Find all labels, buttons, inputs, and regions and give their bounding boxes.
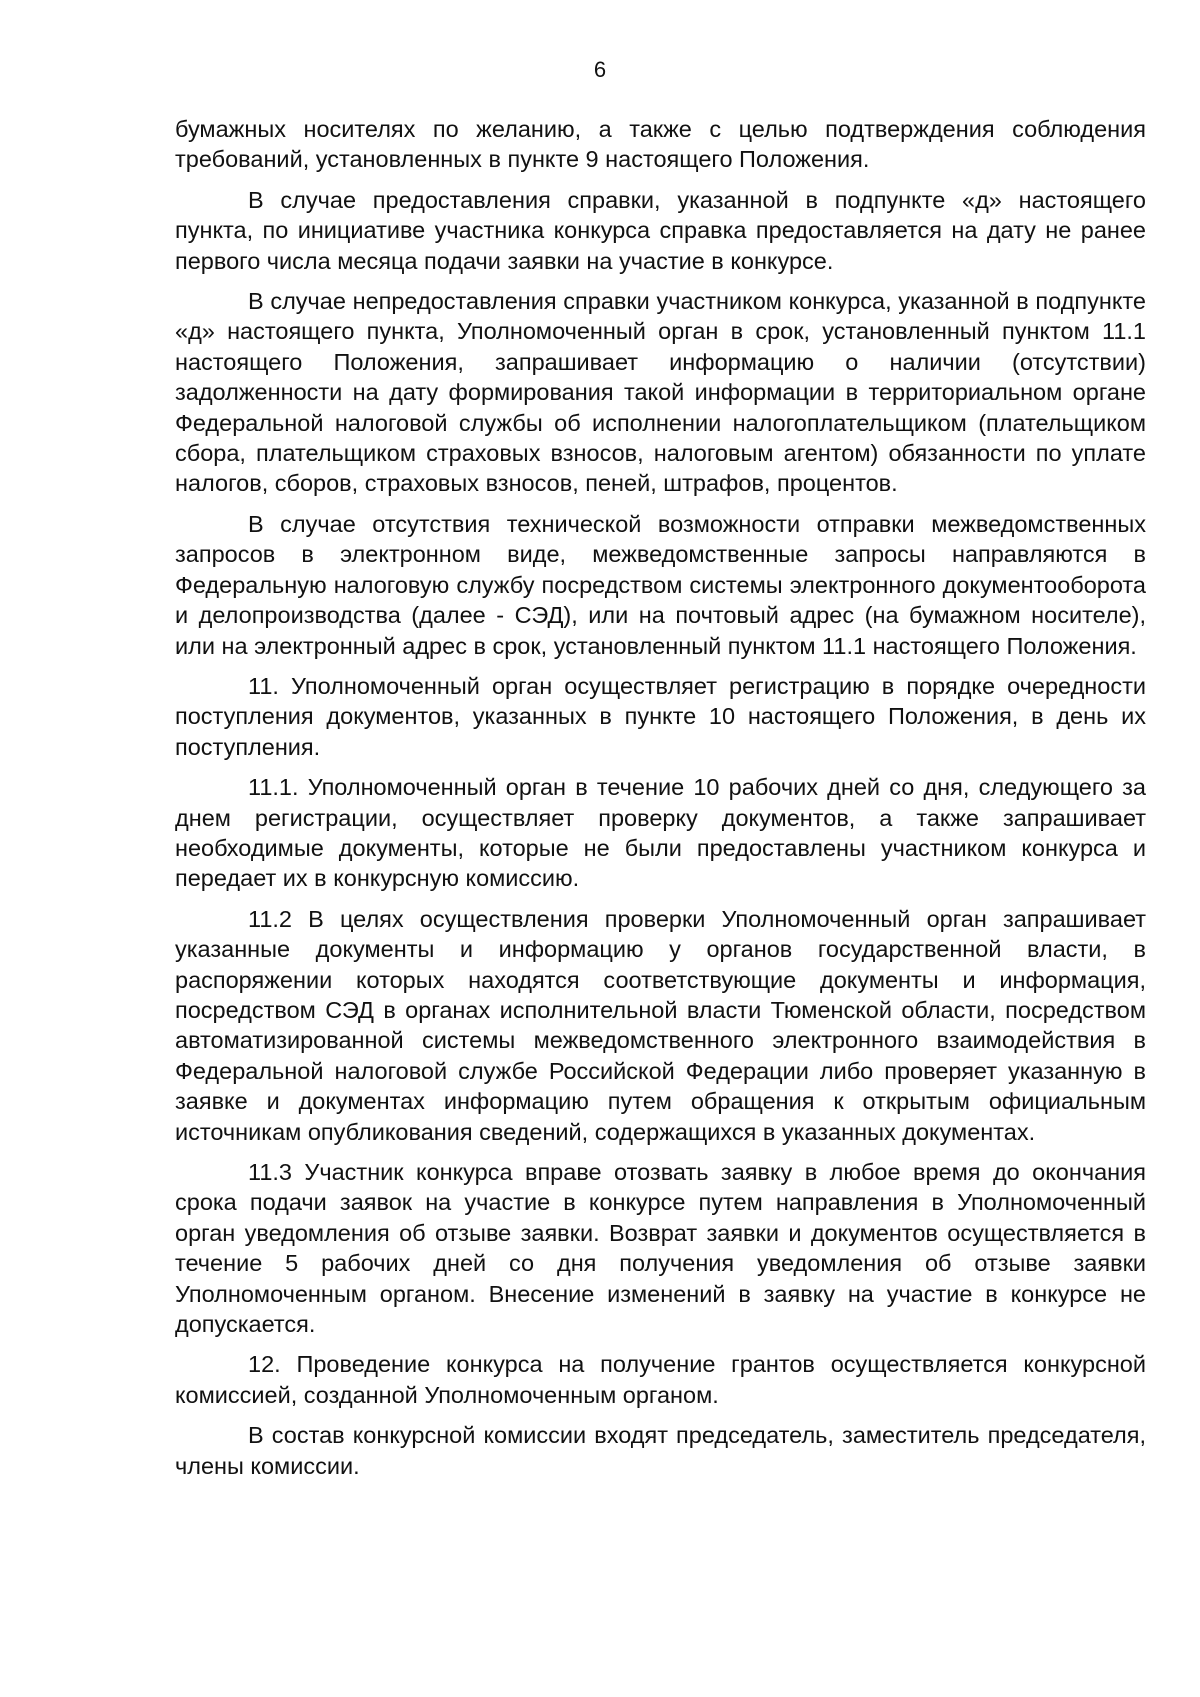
paragraph-commission-composition: В состав конкурсной комиссии входят председатель, заместитель председателя, члены комиссии. (175, 1422, 1146, 1479)
document-body (175, 114, 1146, 1491)
paragraph-certificate-not-submitted: В случае непредоставления справки участником конкурса, указанной в подпункте «д» настоящего пункта, Уполномоченный орган в срок, установленный пунктом 11.1 настоящего Положения, запрашивает информацию о наличии (отсутствии) задолженности на дату формирования такой информации в территориальном органе Федеральной налоговой службы об исполнении налогоплательщиком (плательщиком сбора, плательщиком страховых взносов, налоговым агентом) обязанности по уплате налогов, сборов, страховых взносов, пеней, штрафов, процентов. (175, 288, 1146, 497)
paragraph-item-12: 12. Проведение конкурса на получение грантов осуществляется конкурсной комиссией, созданной Уполномоченным органом. (175, 1351, 1146, 1408)
paragraph-item-11: 11. Уполномоченный орган осуществляет регистрацию в порядке очередности поступления документов, указанных в пункте 10 настоящего Положения, в день их поступления. (175, 672, 1146, 760)
paragraph-item-11-1: 11.1. Уполномоченный орган в течение 10 рабочих дней со дня, следующего за днем регистрации, осуществляет проверку документов, а также запрашивает необходимые документы, которые не были предоставлены участником конкурса и передает их в конкурсную комиссию. (175, 774, 1146, 892)
paragraph-item-11-2: 11.2 В целях осуществления проверки Уполномоченный орган запрашивает указанные документы и информацию у органов государственной власти, в распоряжении которых находятся соответствующие документы и информация, посредством СЭД в органах исполнительной власти Тюменской области, посредством автоматизированной системы межведомственного электронного взаимодействия в Федеральной налоговой службе Российской Федерации либо проверяет указанную в заявке и документах информацию путем обращения к открытым официальным источникам опубликования сведений, содержащихся в указанных документах. (175, 905, 1146, 1145)
page-number: 6 (593, 57, 607, 82)
paragraph-item-11-3: 11.3 Участник конкурса вправе отозвать заявку в любое время до окончания срока подачи заявок на участие в конкурсе путем направления в Уполномоченный орган уведомления об отзыве заявки. Возврат заявки и документов осуществляется в течение 5 рабочих дней со дня получения уведомления об отзыве заявки Уполномоченным органом. Внесение изменений в заявку на участие в конкурсе не допускается. (175, 1159, 1146, 1338)
paragraph-certificate-submission: В случае предоставления справки, указанной в подпункте «д» настоящего пункта, по инициативе участника конкурса справка предоставляется на дату не ранее первого числа месяца подачи заявки на участие в конкурсе. (175, 186, 1146, 274)
paragraph-no-technical-possibility: В случае отсутствия технической возможности отправки межведомственных запросов в электронном виде, межведомственные запросы направляются в Федеральную налоговую службу посредством системы электронного документооборота и делопроизводства (далее - СЭД), или на почтовый адрес (на бумажном носителе), или на электронный адрес в срок, установленный пунктом 11.1 настоящего Положения. (175, 510, 1146, 659)
paragraph-continuation: бумажных носителях по желанию, а также с целью подтверждения соблюдения требований, установленных в пункте 9 настоящего Положения. (175, 116, 1146, 173)
